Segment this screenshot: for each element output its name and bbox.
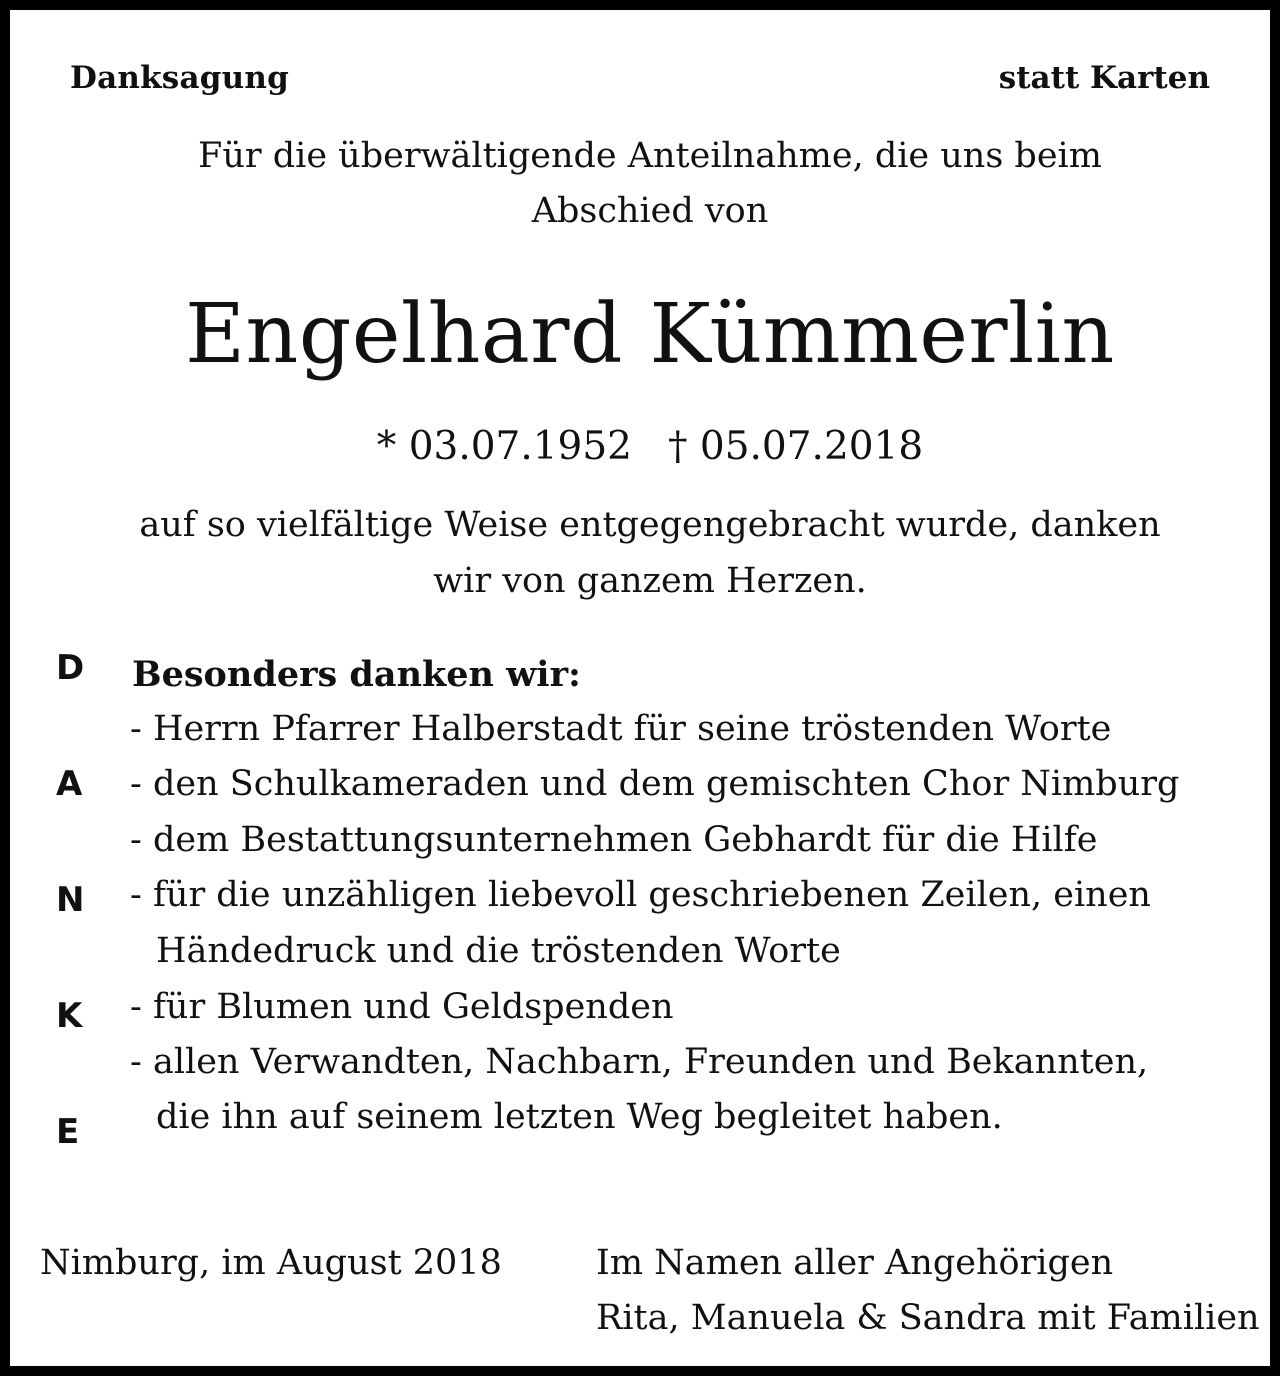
thanks-item: - Herrn Pfarrer Halberstadt für seine tröstenden Worte: [130, 709, 1112, 749]
thanks-item-continuation: Händedruck und die tröstenden Worte: [156, 931, 841, 971]
thanks-item: - den Schulkameraden und dem gemischten Chor Nimburg: [130, 764, 1180, 804]
danke-letter-k: K: [56, 996, 83, 1036]
after-name-line-2: wir von ganzem Herzen.: [433, 561, 867, 601]
header-statt-karten: statt Karten: [998, 60, 1210, 96]
danke-letter-a: A: [56, 764, 83, 804]
thanks-item-continuation: die ihn auf seinem letzten Weg begleitet haben.: [156, 1097, 1003, 1137]
thanks-item: - dem Bestattungsunternehmen Gebhardt für die Hilfe: [130, 820, 1098, 860]
intro-line-1: Für die überwältigende Anteilnahme, die uns beim: [198, 136, 1102, 176]
danke-letter-n: N: [56, 880, 85, 920]
place-and-date: Nimburg, im August 2018: [40, 1243, 502, 1283]
signature-line-2: Rita, Manuela & Sandra mit Familien: [596, 1298, 1260, 1338]
header-danksagung: Danksagung: [70, 60, 289, 96]
life-dates: [10, 422, 1280, 472]
thanks-item: - für die unzähligen liebevoll geschriebenen Zeilen, einen: [130, 875, 1151, 915]
intro-line-2: Abschied von: [531, 191, 769, 231]
danke-letter-d: D: [56, 648, 85, 688]
death-date: † 05.07.2018: [668, 424, 924, 469]
thanks-item: - allen Verwandten, Nachbarn, Freunden und Bekannten,: [130, 1042, 1149, 1082]
deceased-name: Engelhard Kümmerlin: [185, 287, 1115, 382]
after-name-line-1: auf so vielfältige Weise entgegengebracht wurde, danken: [139, 505, 1161, 545]
birth-date: * 03.07.1952: [376, 424, 632, 469]
danke-letter-e: E: [56, 1112, 80, 1152]
special-thanks-heading: Besonders danken wir:: [132, 654, 581, 695]
signature-line-1: Im Namen aller Angehörigen: [596, 1243, 1114, 1283]
thanks-item: - für Blumen und Geldspenden: [130, 987, 674, 1027]
